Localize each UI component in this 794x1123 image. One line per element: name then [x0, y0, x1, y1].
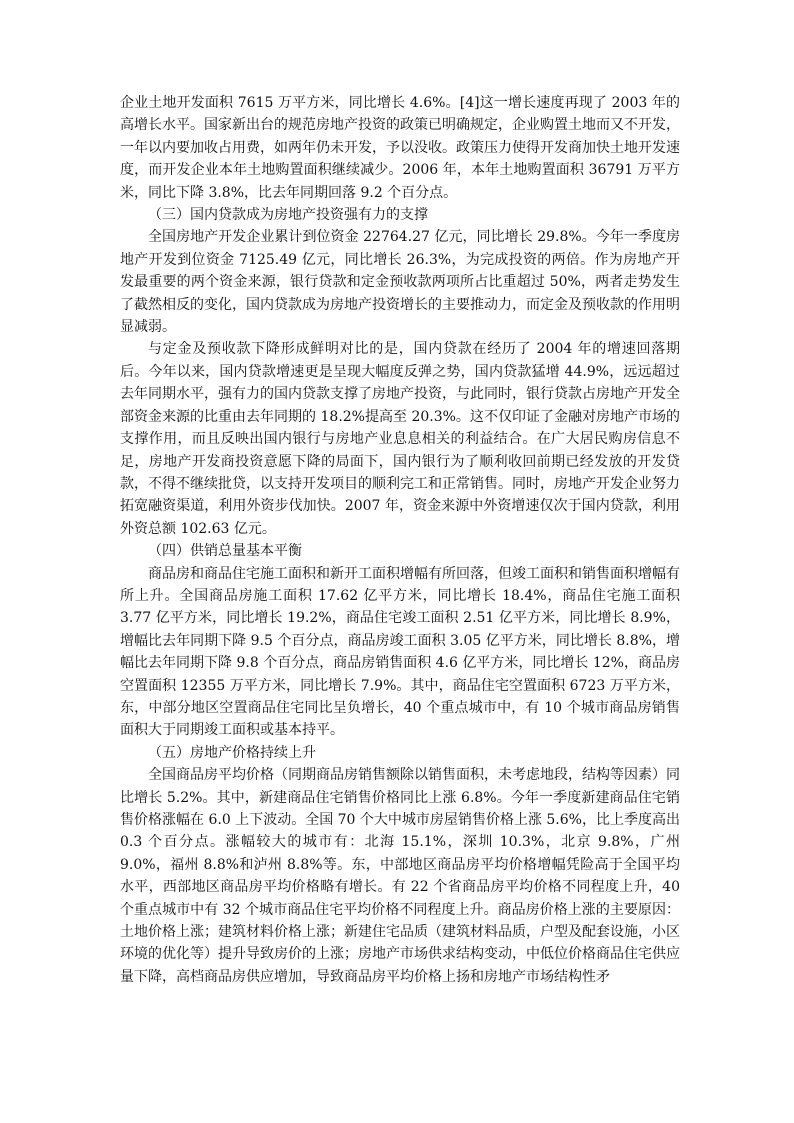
paragraph-supply-demand: 商品房和商品住宅施工面积和新开工面积增幅有所回落，但竣工面积和销售面积增幅有所上升。全国商品房施工面积 17.62 亿平方米，同比增长 18.4%，商品住宅施工面积 3.77 亿平方米，同比增长 19.2%，商品住宅竣工面积 2.51 亿平方米，同比增长 8.9%，增幅比去年同期下降 9.5 个百分点，商品房竣工面积 3.05 亿平方米，同比增长 8.8%，增幅比去年同期下降 9.8 个百分点，商品房销售面积 4.6 亿平方米，同比增长 12%，商品房空置面积 12355 万平方米，同比增长 7.9%。其中，商品住宅空置面积 6723 万平方米，东，中部分地区空置商品住宅同比呈负增长，40 个重点城市中，有 10 个城市商品房销售面积大于同期竣工面积或基本持平。	[120, 565, 680, 739]
section-heading-4: （四）供销总量基本平衡	[148, 543, 302, 560]
section-heading-5: （五）房地产价格持续上升	[148, 744, 316, 761]
paragraph-prices: 全国商品房平均价格（同期商品房销售额除以销售面积，未考虑地段，结构等因素）同比增长 5.2%。其中，新建商品住宅销售价格同比上涨 6.8%。今年一季度新建商品住宅销售价格涨幅在 6.0 上下波动。全国 70 个大中城市房屋销售价格上涨 5.6%，比上季度高出 0.3 个百分点。涨幅较大的城市有：北海 15.1%，深圳 10.3%，北京 9.8%，广州 9.0%，福州 8.8%和泸州 8.8%等。东，中部地区商品房平均价格增幅凭险高于全国平均水平，西部地区商品房平均价格略有增长。有 22 个省商品房平均价格不同程度上升，40 个重点城市中有 32 个城市商品住宅平均价格不同程度上升。商品房价格上涨的主要原因：土地价格上涨；建筑材料价格上涨；新建住宅品质（建筑材料品质，户型及配套设施，小区环境的优化等）提升导致房价的上涨；房地产市场供求结构变动，中低位价格商品住宅供应量下降，高档商品房供应增加，导致商品房平均价格上扬和房地产市场结构性矛	[120, 767, 680, 985]
document-body	[120, 92, 680, 988]
paragraph-funding: 全国房地产开发企业累计到位资金 22764.27 亿元，同比增长 29.8%。今年一季度房地产开发到位资金 7125.49 亿元，同比增长 26.3%，为完成投资的两倍。作为房地产开发最重要的两个资金来源，银行贷款和定金预收款两项所占比重超过 50%，两者走势发生了截然相反的变化，国内贷款成为房地产投资增长的主要推动力，而定金及预收款的作用明显减弱。	[120, 229, 680, 336]
section-heading-3: （三）国内贷款成为房地产投资强有力的支撑	[148, 207, 428, 224]
paragraph-domestic-loans: 与定金及预收款下降形成鲜明对比的是，国内贷款在经历了 2004 年的增速回落期后。今年以来，国内贷款增速更是呈现大幅度反弹之势，国内贷款猛增 44.9%，远远超过去年同期水平，强有力的国内贷款支撑了房地产投资，与此同时，银行贷款占房地产开发全部资金来源的比重由去年同期的 18.2%提高至 20.3%。这不仅印证了金融对房地产市场的支撑作用，而且反映出国内银行与房地产业息息相关的利益结合。在广大居民购房信息不足，房地产开发商投资意愿下降的局面下，国内银行为了顺利收回前期已经发放的开发贷款，不得不继续批贷，以支持开发项目的顺利完工和正常销售。同时，房地产开发企业努力拓宽融资渠道，利用外资步伐加快。2007 年，资金来源中外资增速仅次于国内贷款，利用外资总额 102.63 亿元。	[120, 341, 680, 537]
paragraph-land-development: 企业土地开发面积 7615 万平方米，同比增长 4.6%。[4]这一增长速度再现了 2003 年的高增长水平。国家新出台的规范房地产投资的政策已明确规定，企业购置土地而又不开发，一年以内要加收占用费，如两年仍未开发，予以没收。政策压力使得开发商加快土地开发速度，而开发企业本年土地购置面积继续减少。2006 年，本年土地购置面积 36791 万平方米，同比下降 3.8%，比去年同期回落 9.2 个百分点。	[120, 95, 680, 201]
